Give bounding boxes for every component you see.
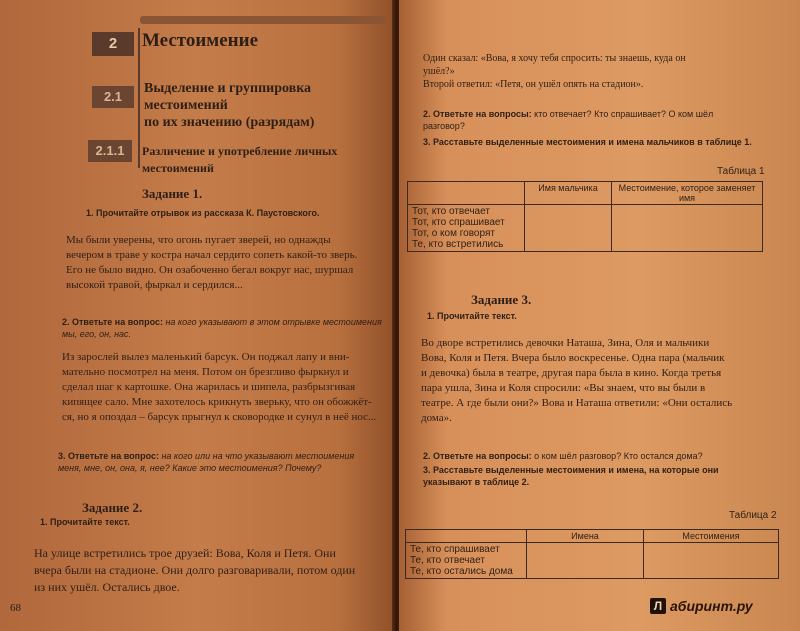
subsection-title: Различение и употребление личных местоимений [142, 144, 338, 175]
section-title [144, 80, 397, 131]
task1-title: Задание 1. [142, 186, 203, 201]
text-line: Второй ответил: «Петя, он ушёл опять на стадион». [423, 79, 644, 90]
task2-title: Задание 2. [82, 500, 143, 515]
question-2b [423, 450, 703, 462]
question-text-cont: разговор? [423, 121, 465, 131]
question-line: указывают в таблице 2. [423, 477, 530, 487]
text-line: Из зарослей вылез маленький барсук. Он поджал лапу и вни- [62, 351, 350, 363]
table-header-cell: Местоимения [644, 530, 779, 543]
question-label: 2. Ответьте на вопросы: [423, 109, 532, 119]
table-header-cell [408, 182, 525, 205]
text-line: Его не было видно. Он озабоченно бегал вокруг нас, шуршал [66, 264, 354, 276]
table-cell [644, 543, 779, 579]
chapter-title: Местоимение [142, 30, 259, 51]
text-line: пара ушла, Зина и Коля спросили: «Вы знаем, что вы были в [421, 382, 706, 394]
row-label: Тот, кто спрашивает [412, 217, 505, 228]
question-3b [423, 464, 719, 488]
question-words: мы, его, он, нас. [62, 329, 132, 339]
question-text: кто отвечает? Кто спрашивает? О ком шёл [534, 109, 714, 119]
task3-instruction: 1. Прочитайте текст. [427, 311, 517, 321]
row-label: Те, кто остались дома [410, 566, 513, 577]
chapter-number: 2 [92, 32, 134, 56]
text-line: ушёл?» [423, 66, 455, 77]
text-passage-1 [66, 233, 357, 293]
table-cell [525, 205, 612, 252]
question-line: 3. Расставьте выделенные местоимения и имена, на которые они [423, 465, 719, 475]
table-cell [612, 205, 763, 252]
section-title-line: Выделение и группировка местоимений [144, 81, 312, 113]
right-page [399, 0, 800, 631]
text-line: и девочка) была в театре, другая пара была в кино. Когда третья [421, 367, 722, 379]
question-label: 2. Ответьте на вопросы: [423, 451, 532, 461]
text-line: Один сказал: «Вова, я хочу тебя спросить: ты знаешь, куда он [423, 53, 686, 64]
table-1 [407, 181, 763, 252]
question-label: 2. Ответьте на вопрос: [62, 317, 163, 327]
row-label: Те, кто спрашивает [410, 544, 500, 555]
text-line: Вова, Коля и Петя. Вчера было воскресенье. Одна пара (мальчик [421, 352, 725, 364]
text-passage [421, 336, 732, 426]
text-line: высокой травой, фыркал и сердился... [66, 279, 243, 291]
table-row-label [406, 543, 527, 579]
row-label: Тот, о ком говорят [412, 228, 495, 239]
page-number: 68 [10, 602, 21, 614]
question-3 [58, 450, 354, 474]
text-line: вечером в траве у костра начал сердито сопеть какой-то зверь. [66, 249, 358, 261]
text-line: дома». [421, 412, 452, 424]
labirint-logo-text: абиринт.ру [670, 598, 753, 614]
text-line: из них ушёл. Остались двое. [34, 580, 180, 594]
table-header-cell: Имена [527, 530, 644, 543]
labirint-watermark [650, 598, 753, 614]
table-header-cell: Имя мальчика [525, 182, 612, 205]
task1-instruction: 1. Прочитайте отрывок из рассказа К. Паустовского. [86, 208, 320, 218]
task2-instruction: 1. Прочитайте текст. [40, 517, 130, 527]
left-page [0, 0, 397, 631]
text-line: Мы были уверены, что огонь пугает зверей, но однажды [66, 234, 331, 246]
question-text: на кого указывают в этом отрывке местоимения [165, 317, 382, 327]
table-row-label [408, 205, 525, 252]
table-2 [405, 529, 779, 579]
row-label: Те, кто встретились [412, 239, 504, 250]
text-line: кипящее сало. Мне захотелось крикнуть зверьку, что он обожжёт- [62, 396, 372, 408]
table1-caption: Таблица 1 [717, 166, 765, 177]
question-2 [62, 316, 382, 340]
question-text: на кого или на что указывают местоимения [161, 451, 355, 461]
question-label: 3. Ответьте на вопрос: [58, 451, 159, 461]
table-header-cell [406, 530, 527, 543]
task3-title: Задание 3. [471, 292, 532, 307]
section-title-line: по их значению (разрядам) [144, 115, 315, 130]
text-passage-2 [62, 350, 376, 425]
header-vertical-line [138, 28, 140, 168]
labirint-logo-icon: Л [650, 598, 666, 614]
header-bar [140, 16, 385, 24]
subsection-number: 2.1.1 [88, 140, 132, 162]
table-cell [527, 543, 644, 579]
text-line: мательно посмотрел на меня. Потом он брезгливо фыркнул и [62, 366, 349, 378]
text-line: Во дворе встретились девочки Наташа, Зина, Оля и мальчики [421, 337, 710, 349]
question-2 [423, 108, 713, 132]
row-label: Тот, кто отвечает [412, 206, 490, 217]
text-line: театре. А где были они?» Вова и Наташа ответили: «Они остались [421, 397, 733, 409]
text-line: ся, но я опоздал – барсук прыгнул к сковородке и сунул в неё нос... [62, 411, 377, 423]
table2-caption: Таблица 2 [729, 510, 777, 521]
table-header-cell: Местоимение, которое заменяет имя [612, 182, 763, 205]
section-number: 2.1 [92, 86, 134, 108]
text-line: На улице встретились трое друзей: Вова, Коля и Петя. Они [34, 546, 336, 560]
question-words: меня, мне, он, она, я, нее? Какие это местоимения? Почему? [58, 463, 322, 473]
question-3: 3. Расставьте выделенные местоимения и имена мальчиков в таблице 1. [423, 137, 752, 147]
question-text: о ком шёл разговор? Кто остался дома? [534, 451, 703, 461]
row-label: Те, кто отвечает [410, 555, 485, 566]
text-line: сделал шаг к картошке. Она жарилась и шипела, разбрызгивая [62, 381, 356, 393]
text-passage-3 [34, 545, 355, 596]
dialog-text [423, 52, 686, 91]
text-line: вчера были на стадионе. Они долго разговаривали, потом один [34, 563, 356, 577]
